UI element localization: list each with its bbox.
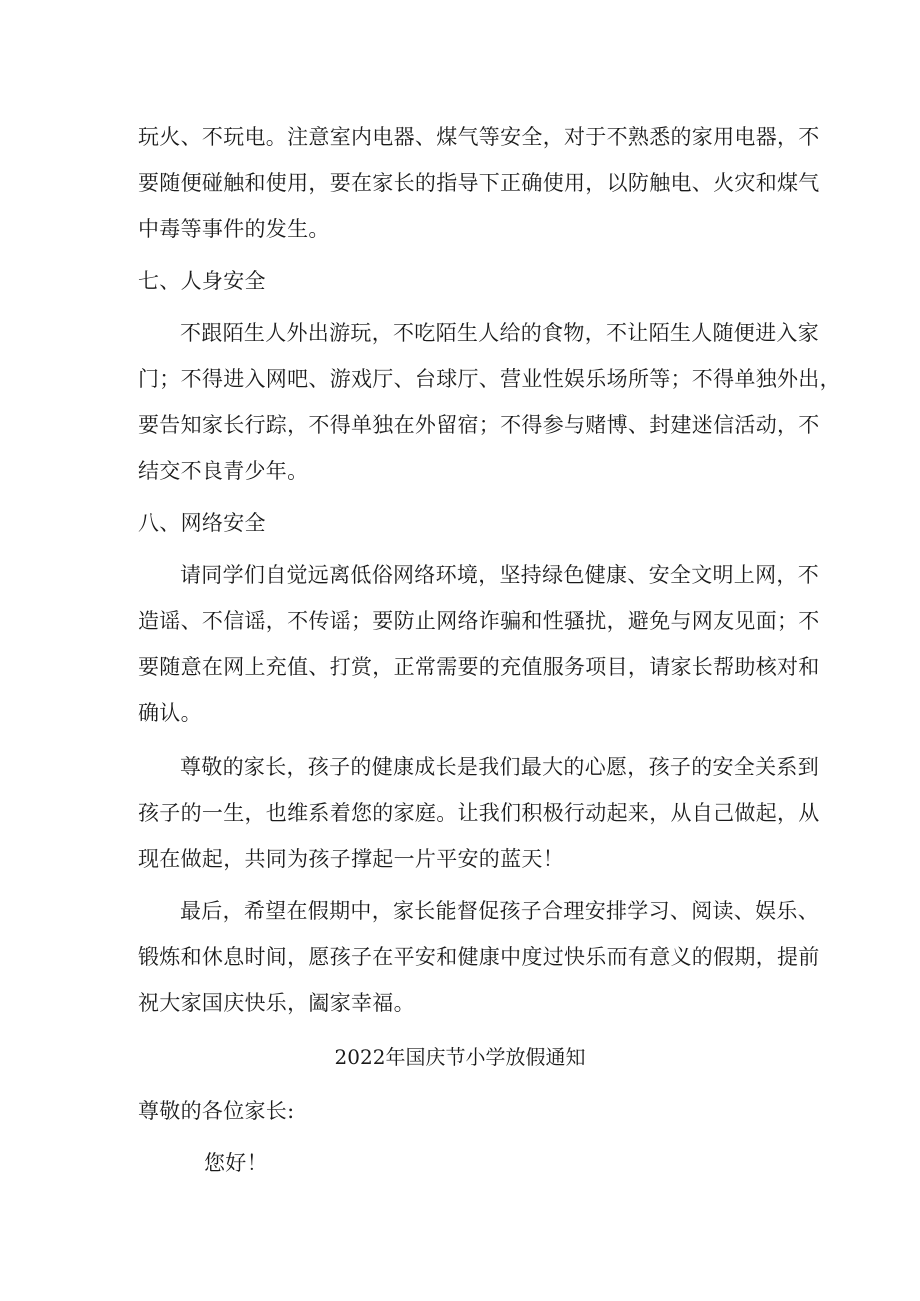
paragraph-line: 中毒等事件的发生。	[138, 217, 330, 241]
paragraph-line: 不跟陌生人外出游玩，不吃陌生人给的食物，不让陌生人随便进入家	[180, 321, 819, 345]
paragraph-line: 请同学们自觉远离低俗网络环境，坚持绿色健康、安全文明上网，不	[180, 563, 819, 587]
section-heading-personal-safety: 七、人身安全	[138, 269, 266, 293]
paragraph-line: 尊敬的家长，孩子的健康成长是我们最大的心愿，孩子的安全关系到	[180, 755, 819, 779]
paragraph-line: 门；不得进入网吧、游戏厅、台球厅、营业性娱乐场所等；不得单独外出，	[138, 367, 841, 391]
paragraph-line: 结交不良青少年。	[138, 459, 309, 483]
paragraph-line: 要随便碰触和使用，要在家长的指导下正确使用，以防触电、火灾和煤气	[138, 171, 820, 195]
section-heading-network-safety: 八、网络安全	[138, 511, 266, 535]
paragraph-line: 锻炼和休息时间，愿孩子在平安和健康中度过快乐而有意义的假期，提前	[138, 945, 820, 969]
notice-title: 2022年国庆节小学放假通知	[334, 1045, 586, 1069]
paragraph-line: 造谣、不信谣，不传谣；要防止网络诈骗和性骚扰，避免与网友见面；不	[138, 609, 820, 633]
paragraph-line: 要随意在网上充值、打赏，正常需要的充值服务项目，请家长帮助核对和	[138, 655, 820, 679]
paragraph-line: 现在做起，共同为孩子撑起一片平安的蓝天！	[138, 847, 564, 871]
paragraph-line: 最后，希望在假期中，家长能督促孩子合理安排学习、阅读、娱乐、	[180, 899, 819, 923]
paragraph-line: 玩火、不玩电。注意室内电器、煤气等安全，对于不熟悉的家用电器，不	[138, 125, 820, 149]
paragraph-line: 要告知家长行踪，不得单独在外留宿；不得参与赌博、封建迷信活动，不	[138, 413, 820, 437]
notice-greeting: 您好！	[204, 1151, 268, 1175]
paragraph-line: 确认。	[138, 701, 202, 725]
paragraph-line: 孩子的一生，也维系着您的家庭。让我们积极行动起来，从自己做起，从	[138, 801, 820, 825]
notice-salutation: 尊敬的各位家长:	[138, 1099, 295, 1123]
paragraph-line: 祝大家国庆快乐，阖家幸福。	[138, 991, 415, 1015]
